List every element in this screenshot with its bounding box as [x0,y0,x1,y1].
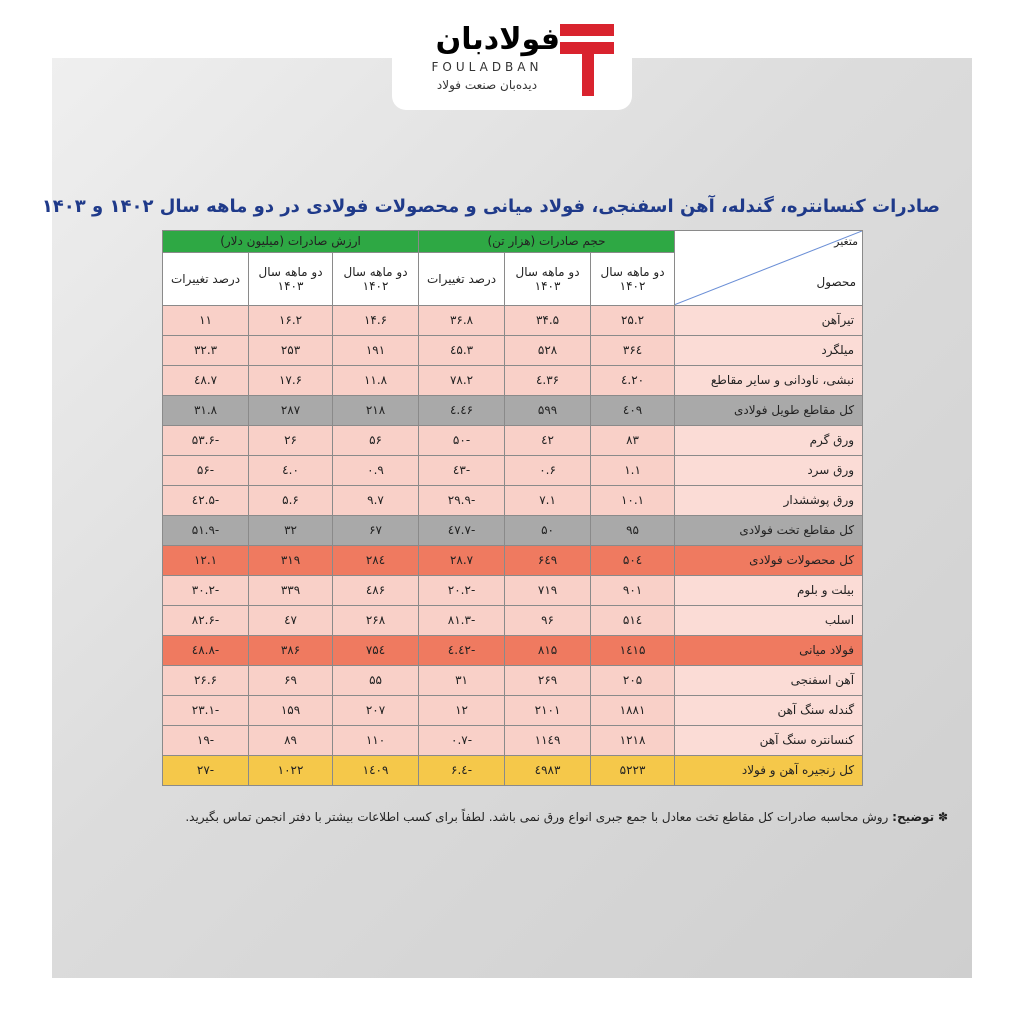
table-row [163,515,863,545]
fouladban-logo-icon [560,24,614,96]
cell-value-1403: ۲۶ [249,425,333,455]
cell-volume-change: -۸۱.۳ [419,605,505,635]
corner-label-product: محصول [816,274,857,289]
header-corner-cell [675,231,863,306]
cell-volume-change: ۳۱ [419,665,505,695]
cell-volume-1402: ۵۰٤ [591,545,675,575]
cell-value-1402: ۰.۹ [333,455,419,485]
table-row [163,575,863,605]
cell-value-1403: ۳۳۹ [249,575,333,605]
header-value-change: درصد تغییرات [163,252,249,305]
cell-volume-1402: ۵۲۲۳ [591,755,675,785]
table-row [163,395,863,425]
cell-volume-change: -۲۰.۲ [419,575,505,605]
cell-value-1403: ۱۵۹ [249,695,333,725]
cell-volume-1403: ۵۹۹ [505,395,591,425]
cell-value-change: -۲۷ [163,755,249,785]
cell-volume-1402: ۲۰۵ [591,665,675,695]
footnote-text: روش محاسبه صادرات کل مقاطع تخت معادل با جمع جبری انواع ورق نمی باشد. لطفاً برای کسب اطلاعات بیشتر با دفتر انجمن تماس بگیرید. [185,810,889,824]
cell-value-change: ۱۲.۱ [163,545,249,575]
row-label: ورق گرم [675,425,863,455]
cell-value-change: ۱۱ [163,305,249,335]
table-row [163,635,863,665]
cell-volume-1402: ۱٤۱۵ [591,635,675,665]
cell-volume-change: ۱۲ [419,695,505,725]
cell-value-change: -۳۰.۲ [163,575,249,605]
header-value-1402: دو ماهه سال ۱۴۰۲ [333,252,419,305]
row-label: کل زنجیره آهن و فولاد [675,755,863,785]
cell-volume-1403: ۱۱٤۹ [505,725,591,755]
cell-volume-1402: ۱۰.۱ [591,485,675,515]
cell-value-1403: ٤۷ [249,605,333,635]
cell-value-change: -۵۶ [163,455,249,485]
table-row [163,725,863,755]
cell-value-change: ٤۸.۷ [163,365,249,395]
cell-volume-1403: ٤۹۸۳ [505,755,591,785]
cell-volume-1403: ۳۶.٤ [505,365,591,395]
cell-value-1403: ۳۲ [249,515,333,545]
table-row [163,695,863,725]
cell-value-1403: ۱۰۲۲ [249,755,333,785]
cell-volume-1402: ۱۲۱۸ [591,725,675,755]
table-row [163,755,863,785]
page-title: صادرات کنسانتره، گندله، آهن اسفنجی، فولاد میانی و محصولات فولادی در دو ماهه سال ۱۴۰۲ و ۱۴۰۳ [41,196,940,217]
header-group-value: ارزش صادرات (میلیون دلار) [163,231,419,253]
table-row [163,305,863,335]
cell-volume-1403: ۷۱۹ [505,575,591,605]
table-row [163,665,863,695]
cell-volume-1403: ۰.۶ [505,455,591,485]
cell-volume-1402: ۵۱٤ [591,605,675,635]
row-label: گندله سنگ آهن [675,695,863,725]
cell-value-1402: ۱٤۰۹ [333,755,419,785]
cell-volume-1403: ۲۱۰۱ [505,695,591,725]
cell-value-1402: ۲۶۸ [333,605,419,635]
header-value-1403: دو ماهه سال ۱۴۰۳ [249,252,333,305]
cell-volume-1403: ۳۴.۵ [505,305,591,335]
cell-value-1403: ۳۱۹ [249,545,333,575]
cell-volume-change: ٤۶.٤ [419,395,505,425]
cell-value-change: -٤۲.۵ [163,485,249,515]
cell-volume-change: ۷۸.۲ [419,365,505,395]
cell-volume-1403: ۶٤۹ [505,545,591,575]
row-label: تیرآهن [675,305,863,335]
header-volume-1402: دو ماهه سال ۱۴۰۲ [591,252,675,305]
cell-value-1402: ٤۸۶ [333,575,419,605]
row-label: کل مقاطع تخت فولادی [675,515,863,545]
cell-value-1403: ۶۹ [249,665,333,695]
cell-value-1402: ۵۵ [333,665,419,695]
cell-volume-change: ۳۶.۸ [419,305,505,335]
cell-volume-change: -٤.۶ [419,755,505,785]
cell-value-1402: ۱۱۰ [333,725,419,755]
cell-volume-1402: ۱۸۸۱ [591,695,675,725]
cell-volume-1403: ۷.۱ [505,485,591,515]
cell-value-1403: ۱۶.۲ [249,305,333,335]
cell-value-1403: ۲۸۷ [249,395,333,425]
cell-value-change: ۳۲.۳ [163,335,249,365]
row-label: کل مقاطع طویل فولادی [675,395,863,425]
cell-volume-1403: ۹۶ [505,605,591,635]
cell-value-change: -۲۳.۱ [163,695,249,725]
header-group-volume: حجم صادرات (هزار تن) [419,231,675,253]
cell-volume-1403: ۵۰ [505,515,591,545]
table-row [163,365,863,395]
cell-volume-1403: ۸۱۵ [505,635,591,665]
cell-volume-1402: ۹۵ [591,515,675,545]
row-label: ورق سرد [675,455,863,485]
cell-value-change: -۵۱.۹ [163,515,249,545]
table-row [163,485,863,515]
footnote: ✽ توضیح: روش محاسبه صادرات کل مقاطع تخت معادل با جمع جبری انواع ورق نمی باشد. لطفاً برای کسب اطلاعات بیشتر با دفتر انجمن تماس بگیرید. [185,810,948,824]
logo-wordmark-en: FOULADBAN [431,60,543,74]
row-label: میلگرد [675,335,863,365]
cell-value-1402: ۶۷ [333,515,419,545]
cell-value-1402: ۱۴.۶ [333,305,419,335]
cell-volume-1402: ٤۰۹ [591,395,675,425]
cell-value-change: -۱۹ [163,725,249,755]
cell-volume-change: -٤۳ [419,455,505,485]
cell-value-change: -۵۳.۶ [163,425,249,455]
cell-volume-change: -٤۲.٤ [419,635,505,665]
cell-volume-change: ٤۵.۳ [419,335,505,365]
cell-value-1403: ۸۹ [249,725,333,755]
cell-value-1402: ۷۵٤ [333,635,419,665]
corner-label-variable: متغیر [834,235,859,248]
row-label: آهن اسفنجی [675,665,863,695]
cell-value-1402: ۱۱.۸ [333,365,419,395]
row-label: بیلت و بلوم [675,575,863,605]
cell-volume-1403: ٤۲ [505,425,591,455]
cell-value-1403: ۲۵۳ [249,335,333,365]
header-volume-change: درصد تغییرات [419,252,505,305]
table-row [163,545,863,575]
cell-value-1403: ۱۷.۶ [249,365,333,395]
cell-volume-change: -٤۷.۷ [419,515,505,545]
row-label: اسلب [675,605,863,635]
cell-volume-change: -۰.۷ [419,725,505,755]
table-row [163,455,863,485]
row-label: فولاد میانی [675,635,863,665]
cell-volume-change: -۲۹.۹ [419,485,505,515]
header-volume-1403: دو ماهه سال ۱۴۰۳ [505,252,591,305]
cell-value-1402: ۹.۷ [333,485,419,515]
cell-volume-change: ۲۸.۷ [419,545,505,575]
cell-volume-1402: ۹۰۱ [591,575,675,605]
logo-tagline: دیده‌بان صنعت فولاد [436,78,538,92]
logo-wordmark-fa: فولادبان [435,22,560,57]
cell-volume-1402: ۱.۱ [591,455,675,485]
cell-volume-1402: ۳۶٤ [591,335,675,365]
table-row [163,335,863,365]
cell-value-1402: ۲۰۷ [333,695,419,725]
row-label: نبشی، ناودانی و سایر مقاطع [675,365,863,395]
row-label: کنسانتره سنگ آهن [675,725,863,755]
row-label: کل محصولات فولادی [675,545,863,575]
footnote-label: توضیح: [892,810,935,824]
cell-value-change: ۳۱.۸ [163,395,249,425]
cell-volume-1402: ۲۵.۲ [591,305,675,335]
cell-volume-1403: ۵۲۸ [505,335,591,365]
cell-value-1402: ۲۱۸ [333,395,419,425]
cell-volume-1403: ۲۶۹ [505,665,591,695]
cell-value-1403: ۵.۶ [249,485,333,515]
cell-value-1402: ۲۸٤ [333,545,419,575]
cell-value-1402: ۱۹۱ [333,335,419,365]
cell-volume-1402: ۸۳ [591,425,675,455]
cell-value-change: ۲۶.۶ [163,665,249,695]
cell-volume-change: -۵۰ [419,425,505,455]
cell-value-1403: ۰.٤ [249,455,333,485]
table-row [163,605,863,635]
row-label: ورق پوششدار [675,485,863,515]
cell-value-change: -۸۲.۶ [163,605,249,635]
cell-value-change: -٤۸.۸ [163,635,249,665]
cell-value-1402: ۵۶ [333,425,419,455]
exports-table [162,230,863,786]
cell-value-1403: ۳۸۶ [249,635,333,665]
cell-volume-1402: ۲۰.٤ [591,365,675,395]
table-row [163,425,863,455]
